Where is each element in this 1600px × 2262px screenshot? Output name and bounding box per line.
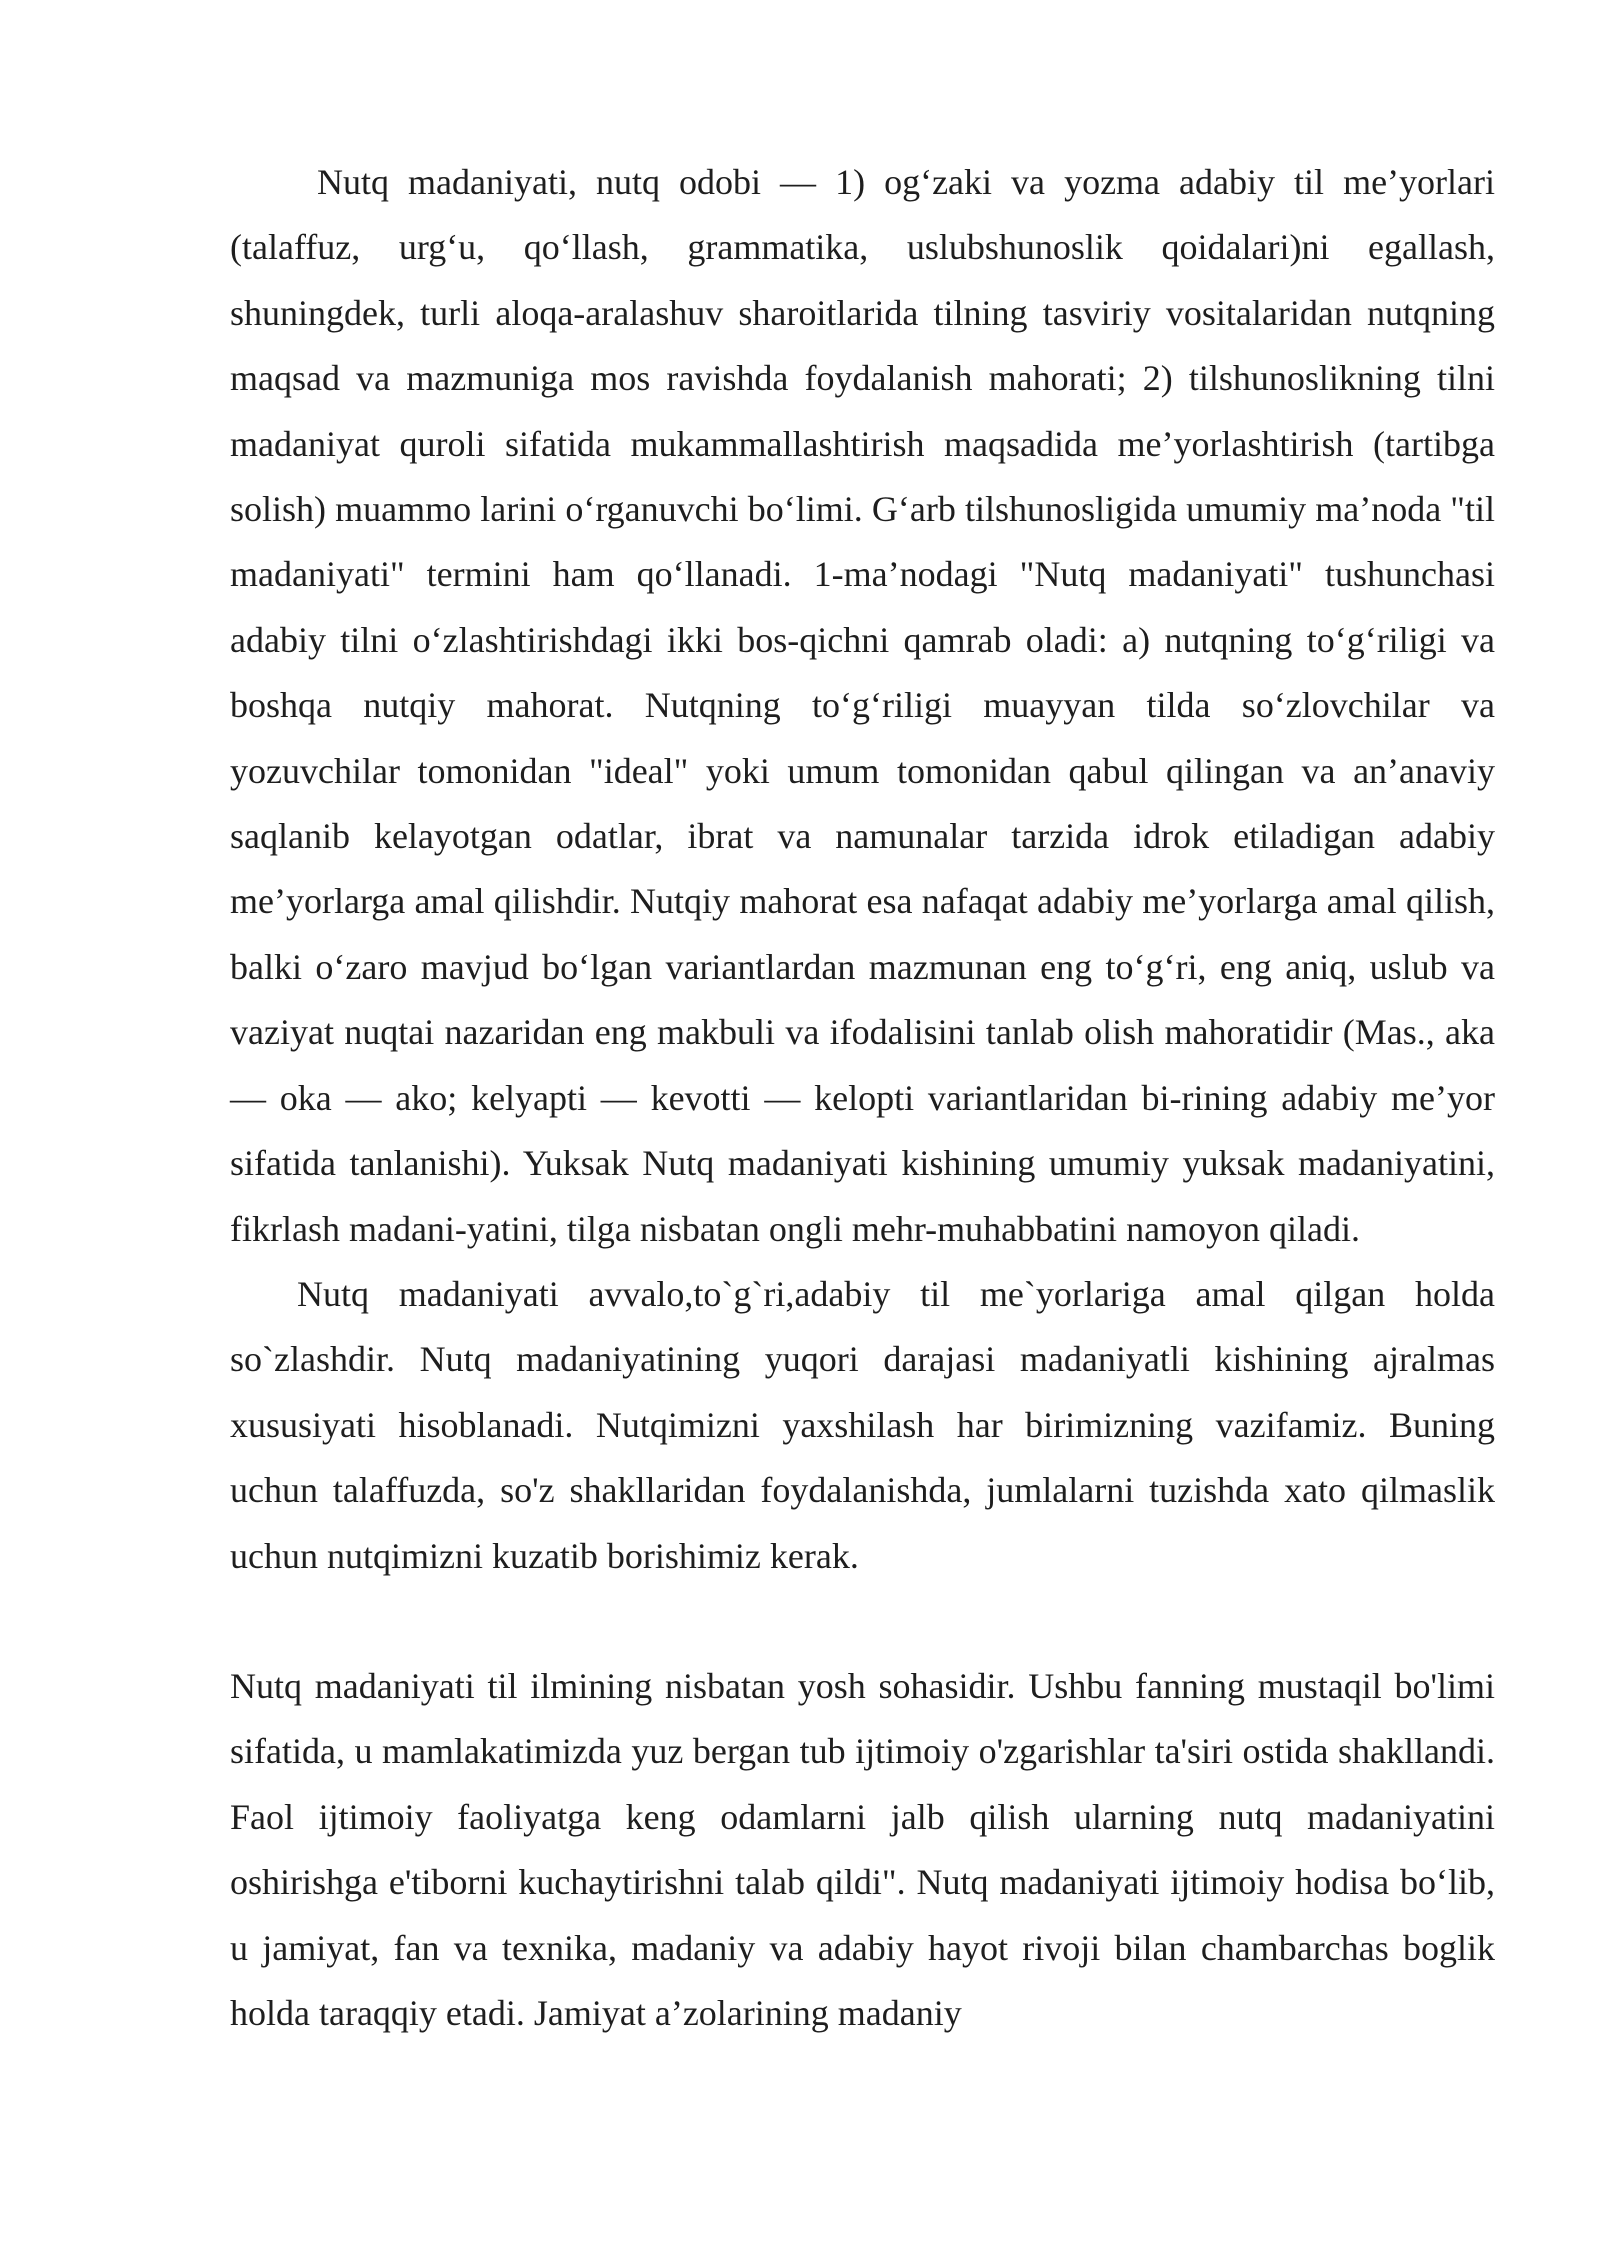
paragraph-3: Nutq madaniyati til ilmining nisbatan yosh sohasidir. Ushbu fanning mustaqil bo'limi sifatida, u mamlakatimizda yuz bergan tub ijtimoiy o'zgarishlar ta'siri ostida shakllandi. Faol ijtimoiy faoliyatga keng odamlarni jalb qilish ularning nutq madaniyatini oshirishga e'tiborni kuchaytirishni talab qildi". Nutq madaniyati ijtimoiy hodisa bo‘lib, u jamiyat, fan va texnika, madaniy va adabiy hayot rivoji bilan chambarchas boglik holda taraqqiy etadi. Jamiyat a’zolarining madaniy xyxy=(230,1665,1495,2033)
paragraph-2: Nutq madaniyati avvalo,to`g`ri,adabiy til me`yorlariga amal qilgan holda so`zlashdir. Nutq madaniyatining yuqori darajasi madaniyatli kishining ajralmas xususiyati hisoblanadi. Nutqimizni yaxshilash har birimizning vazifamiz. Buning uchun talaffuzda, so'z shakllaridan foydalanishda, jumlalarni tuzishda xato qilmaslik uchun nutqimizni kuzatib borishimiz kerak. xyxy=(230,1273,1495,1576)
paragraph-1: Nutq madaniyati, nutq odobi — 1) og‘zaki va yozma adabiy til me’yorlari (talaffuz, urg‘u, qo‘llash, grammatika, uslubshunoslik qoidalari)ni egallash, shuningdek, turli aloqa-aralashuv sharoitlarida tilning tasviriy vositalaridan nutqning maqsad va mazmuniga mos ravishda foydalanish mahorati; 2) tilshunoslikning tilni madaniyat quroli sifatida mukammallashtirish maqsadida me’yorlashtirish (tartibga solish) muammo larini o‘rganuvchi bo‘limi. G‘arb tilshunosligida umumiy ma’noda "til madaniyati" termini ham qo‘llanadi. 1-ma’nodagi "Nutq madaniyati" tushunchasi adabiy tilni o‘zlashtirishdagi ikki bos-qichni qamrab oladi: a) nutqning to‘g‘riligi va boshqa nutqiy mahorat. Nutqning to‘g‘riligi muayyan tilda so‘zlovchilar va yozuvchilar tomonidan "ideal" yoki umum tomonidan qabul qilingan va an’anaviy saqlanib kelayotgan odatlar, ibrat va namunalar tarzida idrok etiladigan adabiy me’yorlarga amal qilishdir. Nutqiy mahorat esa nafaqat adabiy me’yorlarga amal qilish, balki o‘zaro mavjud bo‘lgan variantlardan mazmunan eng to‘g‘ri, eng aniq, uslub va vaziyat nuqtai nazaridan eng makbuli va ifodalisini tanlab olish mahoratidir (Mas., aka — oka — ako; kelyapti — kevotti — kelopti variantlaridan bi-rining adabiy me’yor sifatida tanlanishi). Yuksak Nutq madaniyati kishining umumiy yuksak madaniyatini, fikrlash madani-yatini, tilga nisbatan ongli mehr-muhabbatini namoyon qiladi. xyxy=(230,162,1495,1249)
paragraph-spacer xyxy=(230,1589,1495,1654)
document-page xyxy=(230,150,1495,2046)
